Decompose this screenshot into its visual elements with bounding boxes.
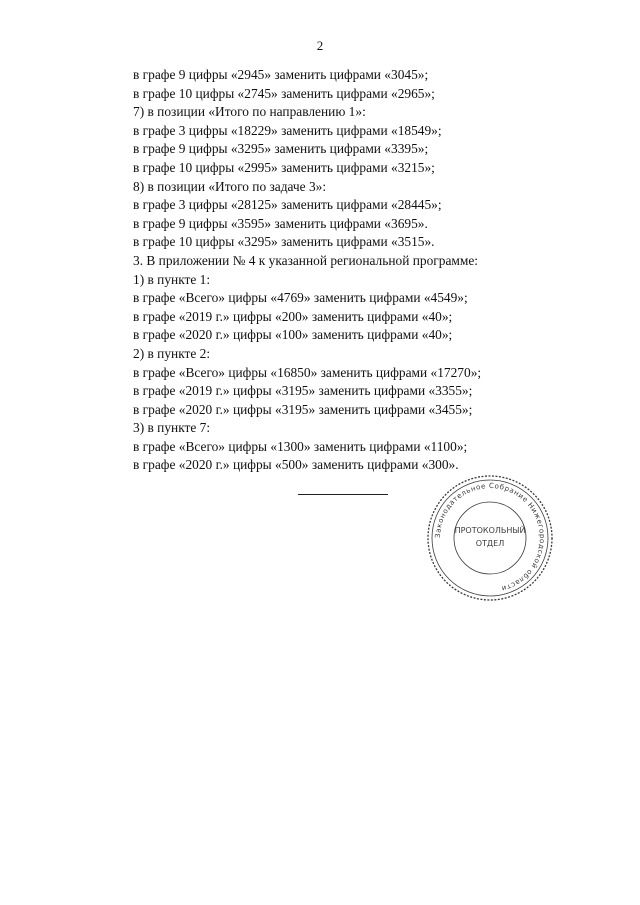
text-line: 2) в пункте 2: <box>133 345 211 361</box>
text-line: в графе «2020 г.» цифры «500» заменить цифрами «300». <box>133 457 459 473</box>
text-line: 7) в позиции «Итого по направлению 1»: <box>133 104 366 120</box>
text-line: в графе «2019 г.» цифры «3195» заменить цифрами «3355»; <box>133 383 473 399</box>
text-line: в графе «2020 г.» цифры «3195» заменить цифрами «3455»; <box>133 401 473 417</box>
text-line: в графе 10 цифры «2745» заменить цифрами «2965»; <box>133 85 435 101</box>
text-line: в графе 3 цифры «18229» заменить цифрами «18549»; <box>133 122 442 138</box>
document-body <box>133 66 573 475</box>
text-line: в графе 3 цифры «28125» заменить цифрами «28445»; <box>133 197 442 213</box>
text-line: 8) в позиции «Итого по задаче 3»: <box>133 178 327 194</box>
stamp-center-line2: ОТДЕЛ <box>475 539 505 548</box>
page-number: 2 <box>316 38 324 53</box>
text-line: в графе 9 цифры «3595» заменить цифрами «3695». <box>133 215 428 231</box>
stamp-outer-ring <box>428 476 552 600</box>
text-line: в графе «Всего» цифры «1300» заменить цифрами «1100»; <box>133 438 468 454</box>
text-line: в графе «2019 г.» цифры «200» заменить цифрами «40»; <box>133 308 453 324</box>
text-line: 3. В приложении № 4 к указанной региональной программе: <box>133 252 479 268</box>
official-stamp <box>425 473 555 603</box>
text-line: 1) в пункте 1: <box>133 271 211 287</box>
text-line: 3) в пункте 7: <box>133 420 211 436</box>
text-line: в графе 9 цифры «2945» заменить цифрами «3045»; <box>133 67 429 82</box>
text-line: в графе «Всего» цифры «16850» заменить цифрами «17270»; <box>133 364 482 380</box>
signature-separator-line <box>298 494 388 495</box>
stamp-ring <box>432 480 548 596</box>
stamp-ring-text: Законодательное Собрание Нижегородской области <box>433 481 547 593</box>
stamp-inner-ring <box>454 502 526 574</box>
text-line: в графе 9 цифры «3295» заменить цифрами «3395»; <box>133 141 429 157</box>
text-line: в графе «Всего» цифры «4769» заменить цифрами «4549»; <box>133 290 468 306</box>
text-line: в графе 10 цифры «2995» заменить цифрами «3215»; <box>133 159 435 175</box>
stamp-center-line1: ПРОТОКОЛЬНЫЙ <box>454 526 526 535</box>
text-line: в графе 10 цифры «3295» заменить цифрами «3515». <box>133 234 435 250</box>
text-line: в графе «2020 г.» цифры «100» заменить цифрами «40»; <box>133 327 453 343</box>
